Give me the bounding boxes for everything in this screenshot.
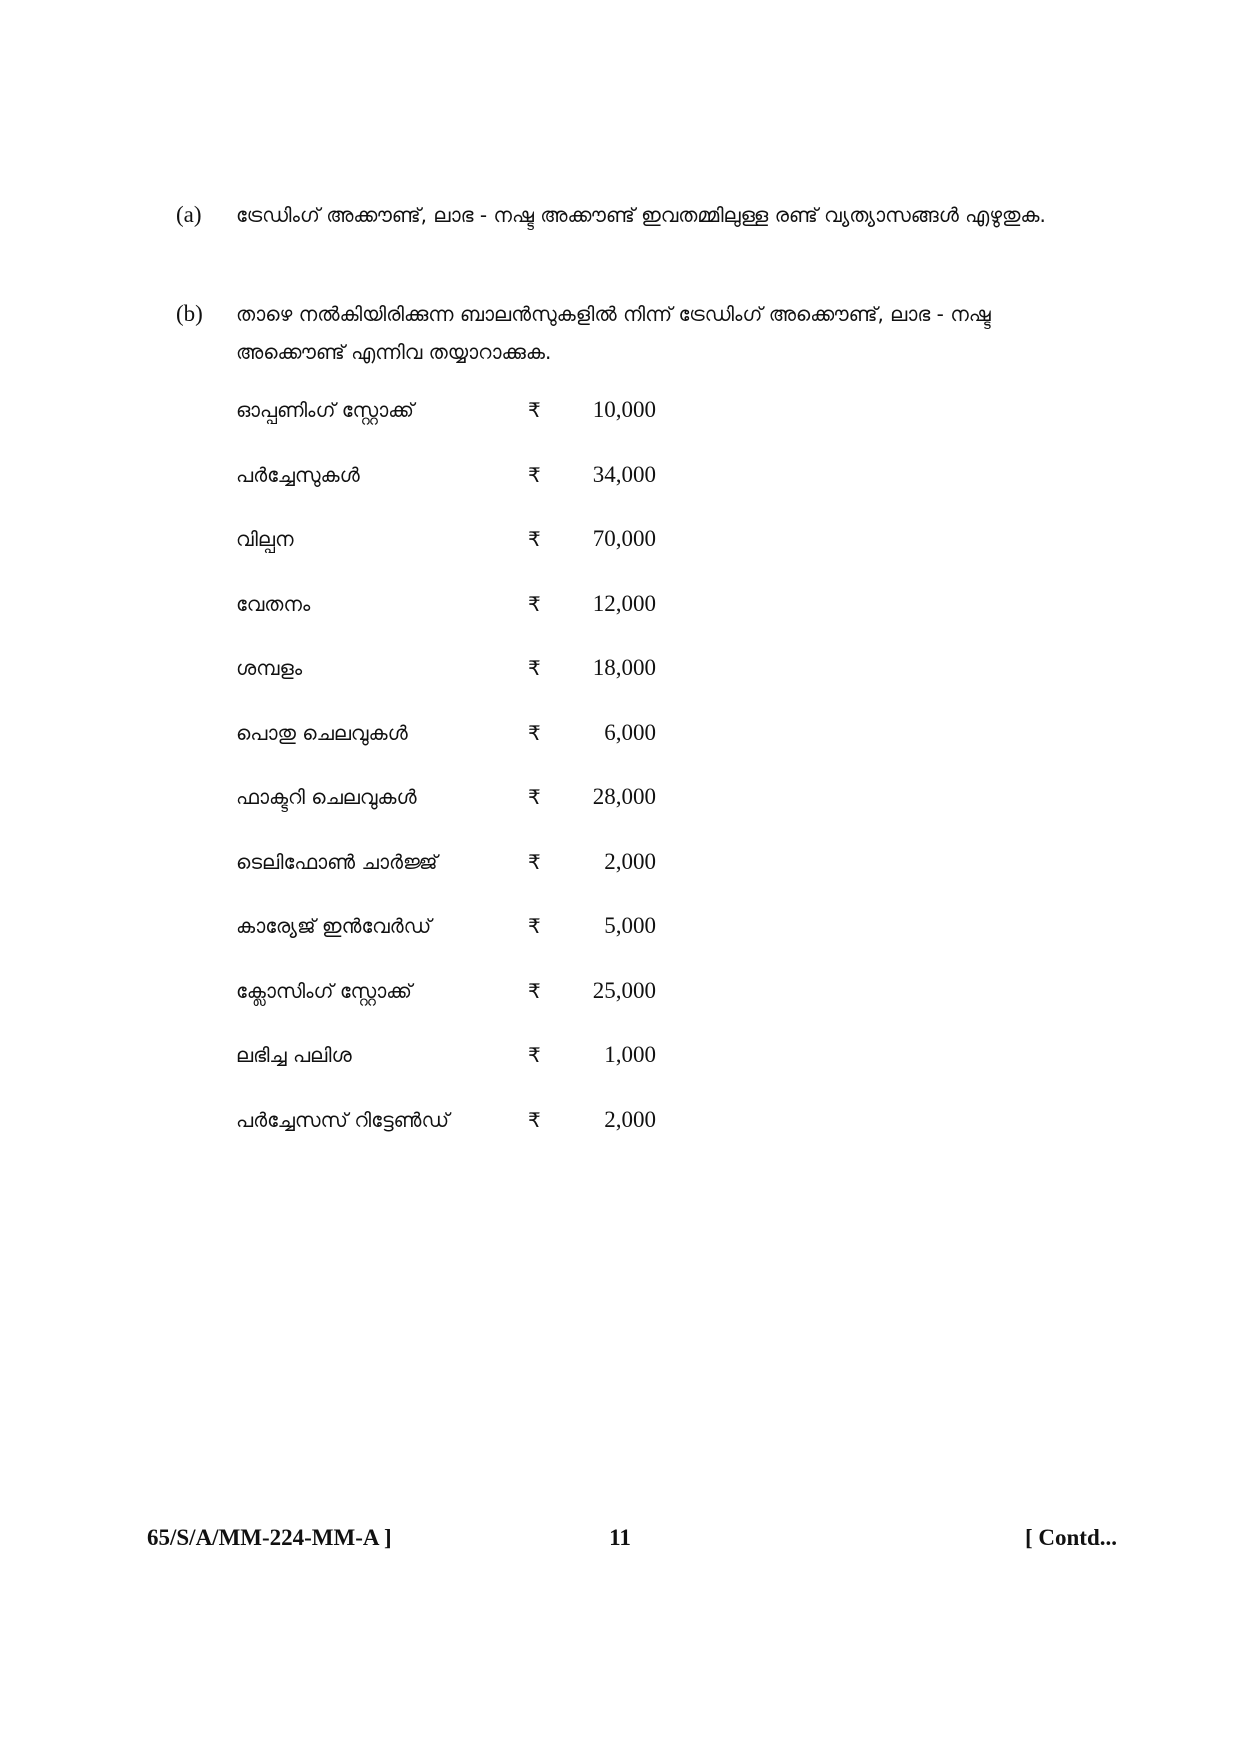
balance-amount: 10,000 bbox=[592, 397, 656, 422]
balance-label: ടെലിഫോൺ ചാർജ്ജ് bbox=[236, 849, 438, 874]
balance-label: പൊതു ചെലവുകൾ bbox=[236, 720, 408, 745]
currency-symbol: ₹ bbox=[528, 1043, 541, 1067]
balance-row bbox=[236, 651, 656, 716]
balance-row bbox=[236, 909, 656, 974]
currency-symbol: ₹ bbox=[528, 656, 541, 680]
balance-row bbox=[236, 716, 656, 781]
balance-row bbox=[236, 974, 656, 1039]
balance-amount: 25,000 bbox=[592, 977, 656, 1003]
page-number: 11 bbox=[609, 1525, 631, 1550]
balance-amount: 2,000 bbox=[604, 1106, 656, 1132]
balance-label: വില്പന bbox=[236, 527, 294, 551]
question-a-text: ട്രേഡിംഗ് അക്കൗണ്ട്, ലാഭ - നഷ്ട അക്കൗണ്ട് ഇവതമ്മിലുള്ള രണ്ട് വ്യത്യാസങ്ങൾ എഴുതുക. bbox=[236, 203, 1046, 227]
currency-symbol: ₹ bbox=[528, 914, 541, 938]
balance-row bbox=[236, 587, 656, 652]
balance-label: ക്ലോസിംഗ് സ്റ്റോക്ക് bbox=[236, 978, 412, 1003]
balance-label: ശമ്പളം bbox=[236, 656, 303, 680]
balance-amount: 1,000 bbox=[604, 1042, 656, 1067]
balance-amount: 70,000 bbox=[592, 526, 656, 551]
balance-label: വേതനം bbox=[236, 591, 311, 616]
balance-row bbox=[236, 780, 656, 845]
currency-symbol: ₹ bbox=[528, 720, 541, 745]
balance-amount: 18,000 bbox=[592, 655, 656, 680]
balance-label: ഓപ്പണിംഗ് സ്റ്റോക്ക് bbox=[236, 398, 414, 422]
currency-symbol: ₹ bbox=[528, 398, 541, 422]
balance-row bbox=[236, 458, 656, 523]
currency-symbol: ₹ bbox=[528, 1107, 541, 1132]
balance-amount: 2,000 bbox=[604, 848, 656, 874]
question-a-label: (a) bbox=[176, 202, 202, 227]
balance-row bbox=[236, 1038, 656, 1103]
currency-symbol: ₹ bbox=[528, 978, 541, 1003]
balance-row bbox=[236, 845, 656, 910]
currency-symbol: ₹ bbox=[528, 527, 541, 551]
balance-row bbox=[236, 522, 656, 587]
balances-list bbox=[236, 393, 656, 1167]
currency-symbol: ₹ bbox=[528, 462, 541, 487]
balance-amount: 34,000 bbox=[592, 461, 656, 487]
balance-row bbox=[236, 1103, 656, 1168]
balance-label: ലഭിച്ച പലിശ bbox=[236, 1043, 352, 1067]
currency-symbol: ₹ bbox=[528, 785, 541, 809]
currency-symbol: ₹ bbox=[528, 591, 541, 616]
question-b-text: താഴെ നൽകിയിരിക്കുന്ന ബാലൻസുകളിൽ നിന്ന് ട്രേഡിംഗ് അക്കൌണ്ട്, ലാഭ - നഷ്ട അക്കൌണ്ട് എന്നിവ തയ്യാറാക്കുക. bbox=[236, 302, 991, 364]
paper-code: 65/S/A/MM-224-MM-A ] bbox=[147, 1525, 392, 1550]
balance-amount: 28,000 bbox=[592, 784, 656, 809]
balance-label: പർച്ചേസുകൾ bbox=[236, 462, 360, 487]
question-b-label: (b) bbox=[176, 301, 203, 326]
continued-marker: [ Contd... bbox=[1024, 1525, 1117, 1550]
balance-amount: 6,000 bbox=[604, 719, 656, 745]
balance-amount: 5,000 bbox=[604, 913, 656, 938]
currency-symbol: ₹ bbox=[528, 849, 541, 874]
balance-label: ഫാക്ടറി ചെലവുകൾ bbox=[236, 785, 417, 809]
balance-amount: 12,000 bbox=[592, 590, 656, 616]
balance-label: പർച്ചേസസ് റിട്ടേൺഡ് bbox=[236, 1107, 450, 1132]
balance-row bbox=[236, 393, 656, 458]
balance-label: കാര്യേജ് ഇൻവേർഡ് bbox=[236, 914, 432, 938]
